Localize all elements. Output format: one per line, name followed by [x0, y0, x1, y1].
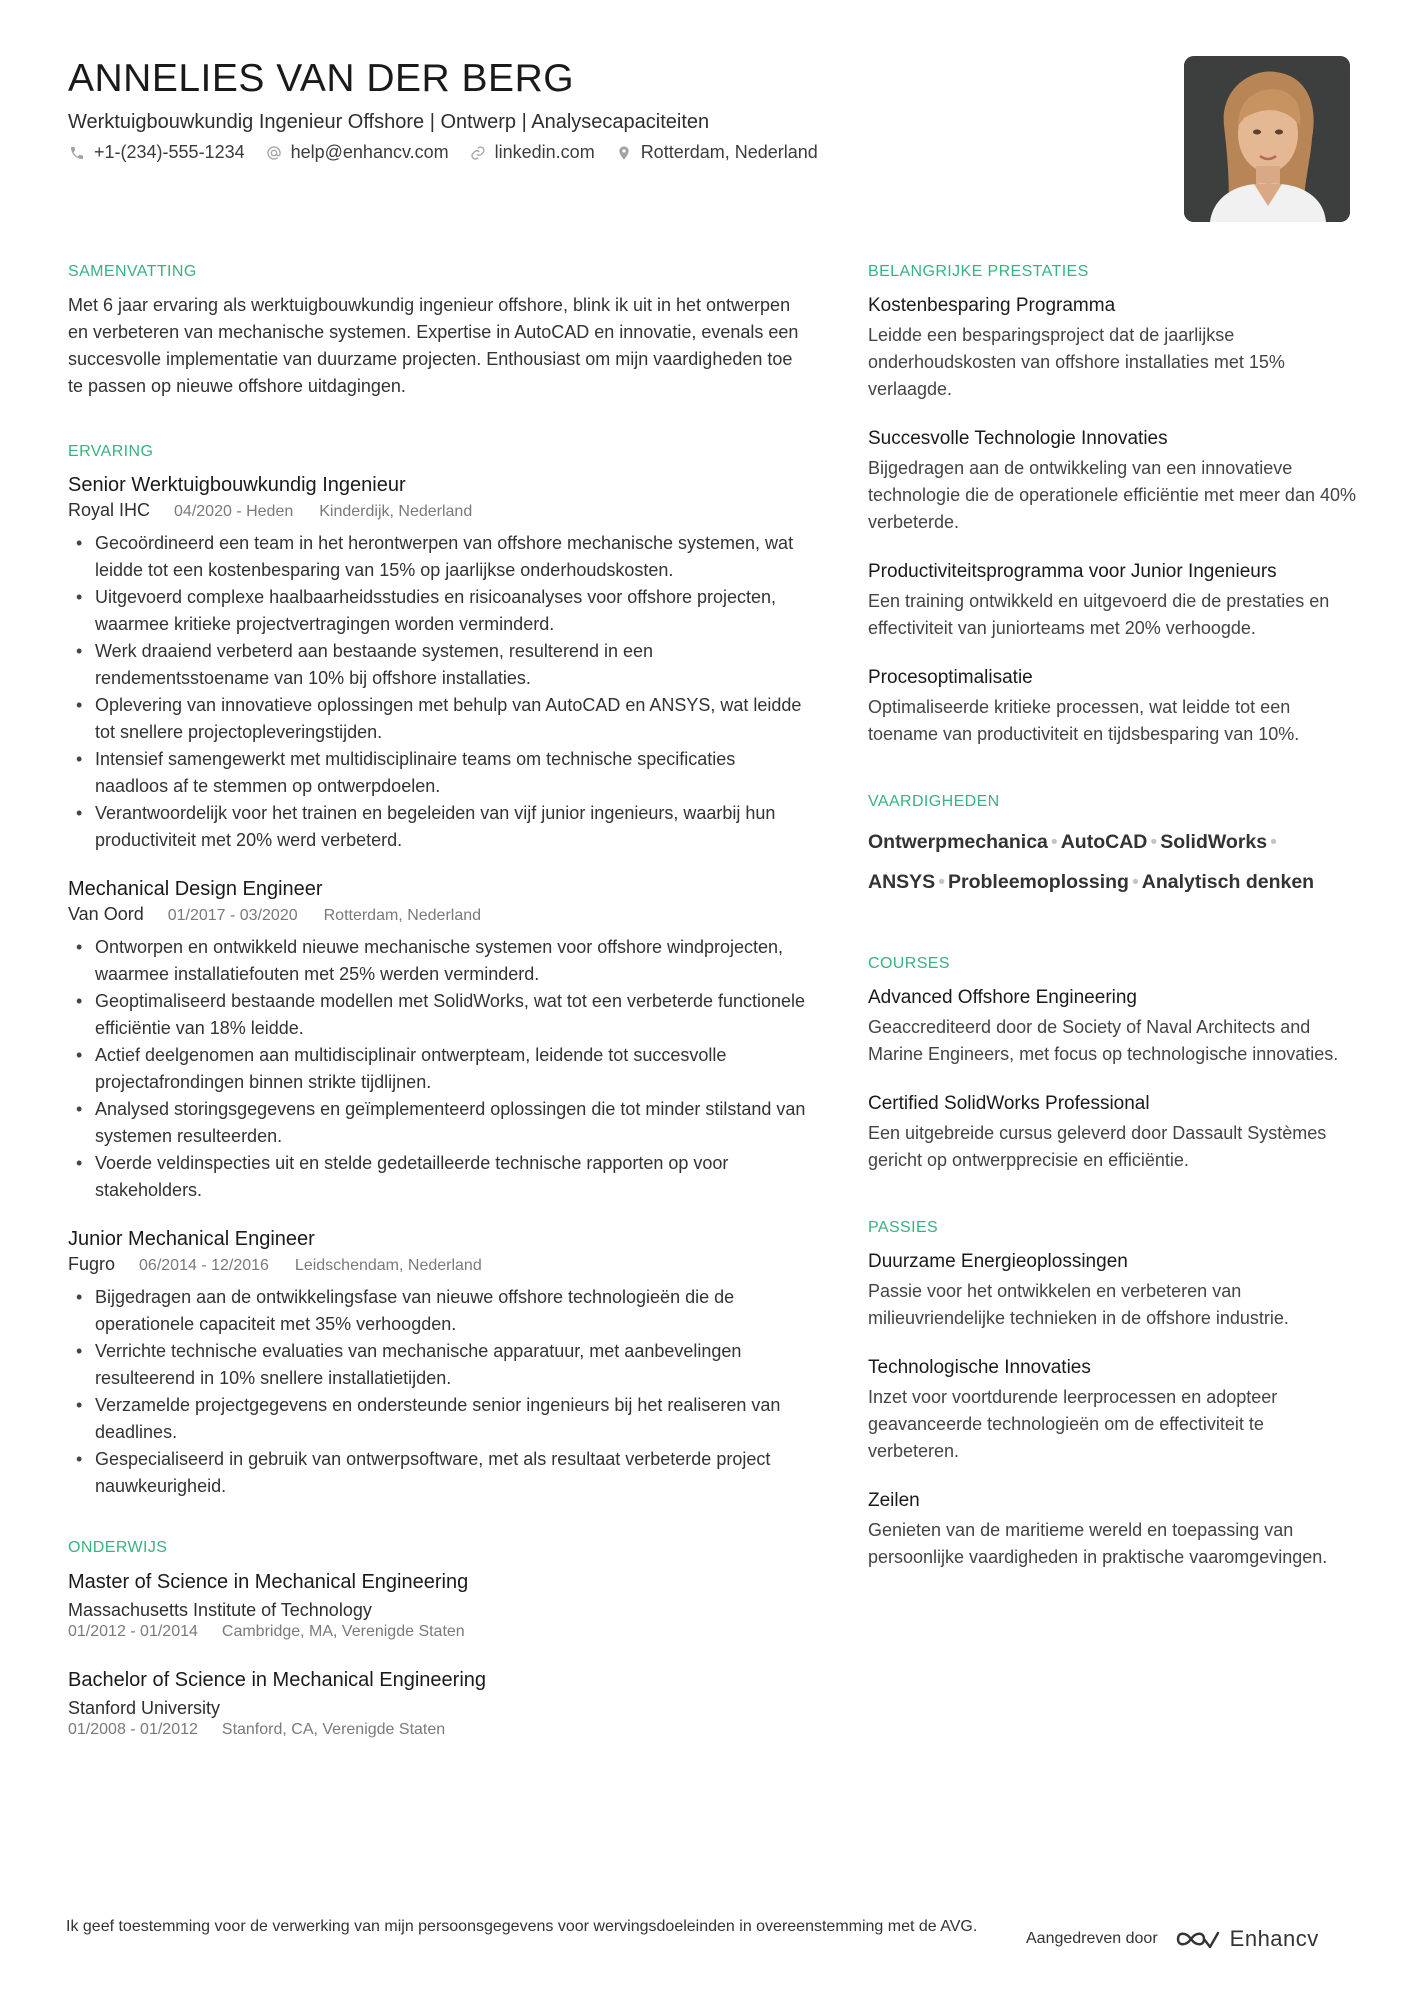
achievements-heading: BELANGRIJKE PRESTATIES [868, 263, 1089, 280]
achievement-desc: Leidde een besparingsproject dat de jaarlijkse onderhoudskosten van offshore installaties met 15% verlaagde. [868, 325, 1285, 399]
job-meta [68, 902, 808, 928]
skills-row [868, 862, 1358, 902]
profile-photo [1184, 56, 1350, 222]
education-location: Cambridge, MA, Verenigde Staten [221, 1623, 465, 1640]
job-title: Mechanical Design Engineer [68, 878, 323, 900]
consent-text: Ik geef toestemming voor de verwerking van mijn persoonsgegevens voor wervingsdoeleinden in overeenstemming met de AVG. [66, 1918, 978, 1935]
skill-tag: Ontwerpmechanica [868, 831, 1048, 853]
bullet-item: • Actief deelgenomen aan multidisciplinair ontwerpteam, leidende tot succesvolle projectafrondingen binnen strikte tijdlijnen. [68, 1042, 808, 1096]
course-title: Advanced Offshore Engineering [868, 987, 1137, 1008]
skills-heading: VAARDIGHEDEN [868, 793, 1000, 810]
bullet-item: • Verzamelde projectgegevens en ondersteunde senior ingenieurs bij het realiseren van deadlines. [68, 1392, 808, 1446]
job-company: Van Oord [68, 904, 144, 924]
achievement-title: Productiviteitsprogramma voor Junior Ingenieurs [868, 561, 1277, 582]
summary-section [68, 262, 808, 400]
email-text: help@enhancv.com [290, 142, 449, 162]
job-location: Leidschendam, Nederland [294, 1257, 482, 1274]
contact-linkedin[interactable] [469, 142, 595, 163]
skill-tag: AutoCAD [1060, 831, 1148, 853]
bullet-item: • Bijgedragen aan de ontwikkelingsfase van nieuwe offshore technologieën die de operationele capaciteit met 35% verhoogden. [68, 1284, 808, 1338]
achievement-title: Kostenbesparing Programma [868, 295, 1116, 316]
course-title: Certified SolidWorks Professional [868, 1093, 1150, 1114]
job-location: Kinderdijk, Nederland [319, 503, 473, 520]
candidate-name: ANNELIES VAN DER BERG [68, 57, 575, 100]
job-entry [68, 876, 808, 1204]
job-company: Fugro [68, 1254, 116, 1274]
summary-heading: SAMENVATTING [68, 263, 197, 280]
passion-title: Zeilen [868, 1490, 920, 1511]
separator-dot: • [1050, 831, 1058, 853]
degree-title: Master of Science in Mechanical Engineering [68, 1571, 469, 1593]
job-bullets [68, 530, 808, 854]
job-dates: 04/2020 - Heden [174, 503, 294, 520]
skills-list [868, 822, 1358, 902]
passion-item [868, 1248, 1358, 1332]
school-name: Massachusetts Institute of Technology [68, 1600, 372, 1620]
job-entry [68, 472, 808, 854]
skills-section [868, 792, 1358, 902]
education-dates: 01/2012 - 01/2014 [68, 1623, 198, 1640]
passions-section [868, 1218, 1358, 1571]
bullet-item: • Intensief samengewerkt met multidisciplinaire teams om technische specificaties naadloos af te stemmen op ontwerpdoelen. [68, 746, 808, 800]
bullet-item: • Werk draaiend verbeterd aan bestaande systemen, resulterend in een rendementsstoename van 10% bij offshore installaties. [68, 638, 808, 692]
experience-heading: ERVARING [68, 443, 154, 460]
achievement-item [868, 292, 1358, 403]
enhancv-logo[interactable] [1174, 1926, 1319, 1952]
skill-tag: Probleemoplossing [948, 871, 1129, 893]
location-pin-icon [615, 144, 633, 162]
enhancv-brand-text: Enhancv [1229, 1926, 1319, 1951]
phone-icon [68, 144, 86, 162]
separator-dot: • [1150, 831, 1158, 853]
skill-tag: SolidWorks [1160, 831, 1268, 853]
achievement-item [868, 558, 1358, 642]
education-meta [68, 1720, 808, 1740]
experience-section [68, 442, 808, 1500]
achievement-title: Procesoptimalisatie [868, 667, 1033, 688]
bullet-item: • Uitgevoerd complexe haalbaarheidsstudies en risicoanalyses voor offshore projecten, waarmee kritieke projectvertragingen worden verminderd. [68, 584, 808, 638]
separator-dot: • [1131, 871, 1139, 893]
powered-by[interactable] [1026, 1926, 1319, 1952]
education-section [68, 1538, 808, 1740]
achievement-desc: Optimaliseerde kritieke processen, wat leidde tot een toename van productiviteit en tijdsbesparing van 10%. [868, 697, 1300, 744]
courses-section [868, 954, 1358, 1174]
enhancv-logo-icon [1174, 1927, 1222, 1951]
achievement-desc: Een training ontwikkeld en uitgevoerd die de prestaties en effectiviteit van juniorteams met 20% verhoogde. [868, 591, 1330, 638]
job-meta [68, 1252, 808, 1278]
linkedin-text: linkedin.com [494, 142, 595, 162]
separator-dot: • [938, 871, 946, 893]
course-item [868, 984, 1358, 1068]
bullet-item: • Voerde veldinspecties uit en stelde gedetailleerde technische rapporten op voor stakeholders. [68, 1150, 808, 1204]
education-entry [68, 1666, 808, 1740]
passion-desc: Inzet voor voortdurende leerprocessen en adopteer geavanceerde technologieën om de effectiviteit te verbeteren. [868, 1387, 1278, 1461]
powered-by-label: Aangedreven door [1026, 1930, 1158, 1947]
link-icon [469, 144, 487, 162]
right-column [868, 262, 1358, 1613]
achievements-section [868, 262, 1358, 748]
location-text: Rotterdam, Nederland [640, 142, 818, 162]
contact-bar [68, 142, 1168, 163]
job-company: Royal IHC [68, 500, 151, 520]
bullet-item: • Verantwoordelijk voor het trainen en begeleiden van vijf junior ingenieurs, waarbij hun productiviteit met 20% werd verbeterd. [68, 800, 808, 854]
school-name: Stanford University [68, 1698, 221, 1718]
job-title: Junior Mechanical Engineer [68, 1228, 315, 1250]
education-dates: 01/2008 - 01/2012 [68, 1721, 198, 1738]
bullet-item: • Analysed storingsgegevens en geïmplementeerd oplossingen die tot minder stilstand van systemen resulteerden. [68, 1096, 808, 1150]
achievement-item [868, 425, 1358, 536]
bullet-item: • Ontworpen en ontwikkeld nieuwe mechanische systemen voor offshore windprojecten, waarmee installatiefouten met 25% werden verminderd. [68, 934, 808, 988]
contact-phone[interactable] [68, 142, 245, 163]
resume-header [68, 56, 1168, 163]
job-dates: 06/2014 - 12/2016 [139, 1257, 269, 1274]
skills-row [868, 822, 1358, 862]
bullet-item: • Geoptimaliseerd bestaande modellen met SolidWorks, wat tot een verbeterde functionele efficiëntie van 18% leidde. [68, 988, 808, 1042]
passion-desc: Passie voor het ontwikkelen en verbeteren van milieuvriendelijke technieken in de offshore industrie. [868, 1281, 1289, 1328]
at-icon [265, 144, 283, 162]
skill-tag: Analytisch denken [1141, 871, 1315, 893]
job-dates: 01/2017 - 03/2020 [167, 907, 298, 924]
passion-desc: Genieten van de maritieme wereld en toepassing van persoonlijke vaardigheden in praktische vaaromgevingen. [868, 1520, 1328, 1567]
job-entry [68, 1226, 808, 1500]
job-meta [68, 498, 808, 524]
education-heading: ONDERWIJS [68, 1539, 168, 1556]
bullet-item: • Gespecialiseerd in gebruik van ontwerpsoftware, met als resultaat verbeterde project nauwkeurigheid. [68, 1446, 808, 1500]
courses-heading: COURSES [868, 955, 950, 972]
job-bullets [68, 1284, 808, 1500]
bullet-item: • Gecoördineerd een team in het herontwerpen van offshore mechanische systemen, wat leidde tot een kostenbesparing van 15% op jaarlijkse onderhoudskosten. [68, 530, 808, 584]
course-item [868, 1090, 1358, 1174]
left-column [68, 262, 808, 1782]
education-location: Stanford, CA, Verenigde Staten [221, 1721, 446, 1738]
skill-tag: ANSYS [868, 871, 936, 893]
education-meta [68, 1622, 808, 1642]
course-desc: Een uitgebreide cursus geleverd door Dassault Systèmes gericht op ontwerpprecisie en efficiëntie. [868, 1123, 1327, 1170]
passion-item [868, 1354, 1358, 1465]
passion-title: Duurzame Energieoplossingen [868, 1251, 1128, 1272]
passions-heading: PASSIES [868, 1219, 939, 1236]
job-title: Senior Werktuigbouwkundig Ingenieur [68, 474, 406, 496]
passion-title: Technologische Innovaties [868, 1357, 1091, 1378]
achievement-title: Succesvolle Technologie Innovaties [868, 428, 1168, 449]
contact-location [615, 142, 818, 163]
candidate-headline: Werktuigbouwkundig Ingenieur Offshore | Ontwerp | Analysecapaciteiten [68, 111, 710, 133]
achievement-item [868, 664, 1358, 748]
bullet-item: • Verrichte technische evaluaties van mechanische apparatuur, met aanbevelingen resulteerend in 10% snellere installatietijden. [68, 1338, 808, 1392]
phone-text: +1-(234)-555-1234 [94, 142, 245, 162]
education-entry [68, 1568, 808, 1642]
summary-text: Met 6 jaar ervaring als werktuigbouwkundig ingenieur offshore, blink ik uit in het ontwerpen en verbeteren van mechanische systemen. Expertise in AutoCAD en innovatie, evenals een succesvolle implementatie van duurzame projecten. Enthousiast om mijn vaardigheden toe te passen op nieuwe offshore uitdagingen. [68, 295, 799, 396]
degree-title: Bachelor of Science in Mechanical Engineering [68, 1669, 487, 1691]
passion-item [868, 1487, 1358, 1571]
bullet-item: • Oplevering van innovatieve oplossingen met behulp van AutoCAD en ANSYS, wat leidde tot snellere projectopleveringstijden. [68, 692, 808, 746]
achievement-desc: Bijgedragen aan de ontwikkeling van een innovatieve technologie die de operationele efficiëntie met meer dan 40% verbeterde. [868, 458, 1356, 532]
separator-dot: • [1270, 831, 1277, 853]
course-desc: Geaccrediteerd door de Society of Naval Architects and Marine Engineers, met focus op technologische innovaties. [868, 1017, 1339, 1064]
contact-email[interactable] [265, 142, 449, 163]
job-bullets [68, 934, 808, 1204]
job-location: Rotterdam, Nederland [323, 907, 482, 924]
